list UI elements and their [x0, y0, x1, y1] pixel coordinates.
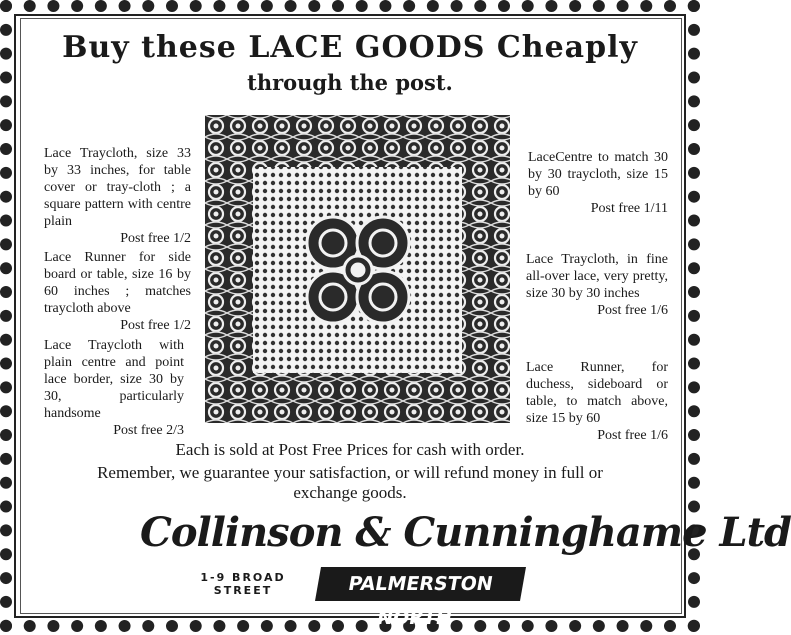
product-traycloth-all-over — [526, 234, 668, 336]
product-price: Post free 1/2 — [120, 318, 191, 333]
company-name: Collinson & Cunninghame Ltd — [140, 509, 791, 556]
product-price: Post free 1/11 — [590, 201, 668, 216]
product-description: LaceCentre to match 30 by 30 traycloth, size 15 by 60 — [528, 150, 668, 199]
company-address: 1-9 BROAD STREET — [200, 571, 286, 597]
footer-guarantee: Remember, we guarantee your satisfaction, or will refund money in full or exchange goods. — [97, 463, 603, 502]
product-description: Lace Traycloth with plain centre and point lace border, size 30 by 30, particularly handsome — [44, 338, 184, 421]
product-description: Lace Traycloth, in fine all-over lace, very pretty, size 30 by 30 inches — [526, 252, 668, 301]
company-town: PALMERSTON NORTH — [315, 567, 526, 601]
product-price: Post free 1/6 — [597, 428, 668, 443]
footer-terms: Each is sold at Post Free Prices for cash with order. — [175, 440, 525, 459]
product-price: Post free 2/3 — [113, 423, 184, 438]
lace-traycloth-illustration — [205, 115, 510, 423]
product-lace-centre — [528, 132, 668, 234]
product-description: Lace Traycloth, size 33 by 33 inches, for table cover or tray-cloth ; a square pattern with centre plain — [44, 146, 191, 229]
product-traycloth-point-lace — [44, 320, 184, 456]
ad-subtitle: through the post. — [247, 70, 453, 95]
product-price: Post free 1/2 — [120, 231, 191, 246]
product-price: Post free 1/6 — [597, 303, 668, 318]
product-description: Lace Runner, for duchess, sideboard or table, to match above, size 15 by 60 — [526, 360, 668, 426]
product-description: Lace Runner for side board or table, size 16 by 60 inches ; matches traycloth above — [44, 250, 191, 316]
ad-title: Buy these LACE GOODS Cheaply — [62, 30, 638, 65]
